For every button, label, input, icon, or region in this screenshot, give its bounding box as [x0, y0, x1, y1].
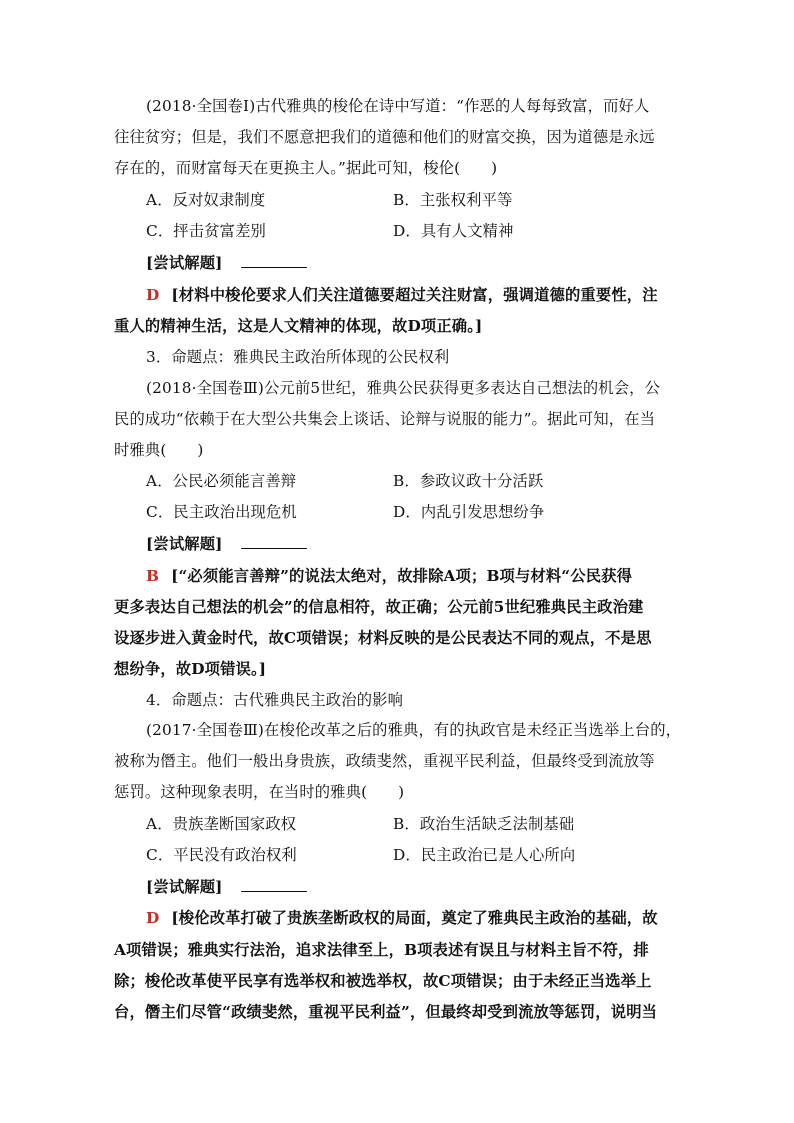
- q4-explanation-line-1: [146, 908, 658, 928]
- q3-explanation-text-1: [“必须能言善辩”的说法太绝对，故排除A项；B项与材料“公民获得: [171, 567, 633, 585]
- q3-stem-line-2: 民的成功“依赖于在大型公共集会上谈话、论辩与说服的能力”。据此可知，在当: [114, 410, 656, 428]
- q4-heading: 4．命题点：古代雅典民主政治的影响: [146, 691, 404, 709]
- q4-try-row: [146, 877, 307, 897]
- q3-answer-letter: B: [146, 567, 160, 585]
- q3-heading: 3．命题点：雅典民主政治所体现的公民权利: [146, 348, 450, 366]
- q3-explanation-line-1: [146, 566, 632, 586]
- q3-option-a: A．公民必须能言善辩: [146, 472, 297, 490]
- q3-try-label: [尝试解题]: [146, 535, 223, 553]
- q2-stem-line-3: 存在的，而财富每天在更换主人。”据此可知，梭伦( ): [114, 159, 498, 177]
- q2-stem-line-1: (2018·全国卷Ⅰ)古代雅典的梭伦在诗中写道：“作恶的人每每致富，而好人: [146, 97, 650, 115]
- q2-answer-letter: D: [146, 286, 160, 304]
- q2-explanation-line-1: [146, 285, 658, 305]
- q2-option-c: C．抨击贫富差别: [146, 222, 266, 240]
- q3-explanation-line-2: 更多表达自己想法的机会”的信息相符，故正确；公元前5世纪雅典民主政治建: [114, 598, 644, 616]
- q2-stem-line-2: 往往贫穷；但是，我们不愿意把我们的道德和他们的财富交换，因为道德是永远: [114, 128, 655, 146]
- q4-explanation-line-3: 除；梭伦改革使平民享有选举权和被选举权，故C项错误；由于未经正当选举上: [114, 972, 652, 990]
- q4-option-b: B．政治生活缺乏法制基础: [393, 815, 575, 833]
- q2-explanation-text-1: [材料中梭伦要求人们关注道德要超过关注财富，强调道德的重要性，注: [171, 286, 658, 304]
- q4-stem-line-1: (2017·全国卷Ⅲ)在梭伦改革之后的雅典，有的执政官是未经正当选举上台的，: [146, 721, 682, 739]
- q2-try-label: [尝试解题]: [146, 254, 223, 272]
- q3-option-c: C．民主政治出现危机: [146, 503, 297, 521]
- q3-answer-blank: [241, 534, 307, 549]
- q2-option-b: B．主张权利平等: [393, 191, 513, 209]
- q4-explanation-line-4: 台，僭主们尽管“政绩斐然，重视平民利益”，但最终却受到流放等惩罚，说明当: [114, 1003, 658, 1021]
- q3-try-row: [146, 534, 307, 554]
- q2-try-row: [146, 253, 307, 273]
- q4-stem-line-3: 惩罚。这种现象表明，在当时的雅典( ): [114, 783, 405, 801]
- q2-option-a: A．反对奴隶制度: [146, 191, 266, 209]
- q3-explanation-line-3: 设逐步进入黄金时代，故C项错误；材料反映的是公民表达不同的观点，不是思: [114, 629, 652, 647]
- q3-option-d: D．内乱引发思想纷争: [393, 503, 545, 521]
- q3-stem-line-1: (2018·全国卷Ⅲ)公元前5世纪，雅典公民获得更多表达自己想法的机会，公: [146, 379, 661, 397]
- q4-answer-letter: D: [146, 909, 160, 927]
- q4-option-c: C．平民没有政治权利: [146, 846, 297, 864]
- q3-explanation-line-4: 想纷争，故D项错误。]: [114, 660, 267, 678]
- q3-stem-line-3: 时雅典( ): [114, 441, 204, 459]
- q3-option-b: B．参政议政十分活跃: [393, 472, 544, 490]
- q2-option-d: D．具有人文精神: [393, 222, 514, 240]
- q2-explanation-line-2: 重人的精神生活，这是人文精神的体现，故D项正确。]: [114, 317, 483, 335]
- q4-answer-blank: [241, 877, 307, 892]
- q4-explanation-line-2: A项错误；雅典实行法治，追求法律至上，B项表述有误且与材料主旨不符，排: [114, 941, 649, 959]
- q4-explanation-text-1: [梭伦改革打破了贵族垄断政权的局面，奠定了雅典民主政治的基础，故: [171, 909, 658, 927]
- q4-option-a: A．贵族垄断国家政权: [146, 815, 297, 833]
- q4-stem-line-2: 被称为僭主。他们一般出身贵族，政绩斐然，重视平民利益，但最终受到流放等: [114, 752, 655, 770]
- q2-answer-blank: [241, 253, 307, 268]
- q4-option-d: D．民主政治已是人心所向: [393, 846, 576, 864]
- q4-try-label: [尝试解题]: [146, 878, 223, 896]
